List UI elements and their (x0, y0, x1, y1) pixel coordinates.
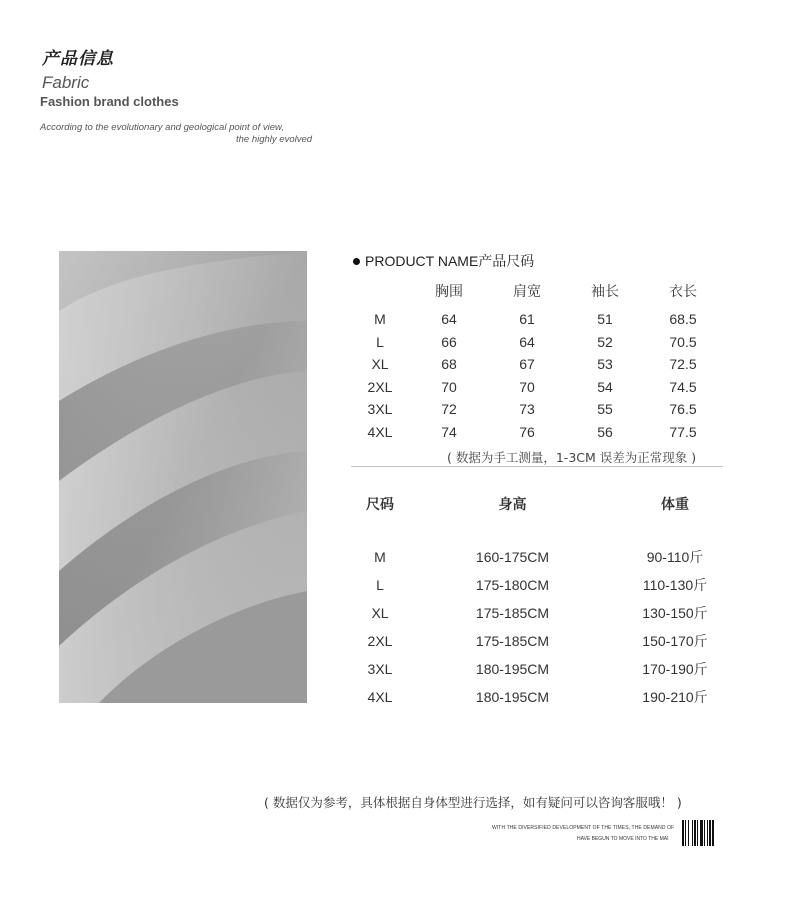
header-cell: 体重 (661, 497, 689, 513)
section-title: 产品信息 (42, 49, 114, 69)
value-cell: 55 (597, 401, 613, 418)
table-row (350, 376, 730, 399)
height-cell: 160-175CM (475, 549, 550, 565)
barcode-bar (692, 820, 693, 846)
fit-table-header (350, 491, 750, 517)
weight-cell: 150-170斤 (642, 633, 708, 649)
measurement-note: ( 数据为手工测量，1-3CM 误差为正常现象 ) (447, 450, 697, 465)
weight-cell: 110-130斤 (642, 577, 708, 593)
value-cell: 66 (441, 333, 457, 350)
barcode-bar (712, 820, 714, 846)
barcode-bar (697, 820, 698, 846)
value-cell: 70 (441, 378, 457, 395)
value-cell: 77.5 (669, 423, 697, 440)
weight-cell: 190-210斤 (642, 689, 708, 705)
barcode-bar (694, 820, 696, 846)
value-cell: 72.5 (669, 356, 697, 373)
size-cell: 3XL (367, 661, 393, 677)
table-row (350, 543, 750, 571)
barcode-bar (704, 820, 705, 846)
size-cell: XL (371, 605, 389, 621)
size-cell: 2XL (367, 378, 393, 395)
size-cell: M (374, 549, 386, 565)
table-row (350, 683, 750, 711)
height-cell: 175-185CM (475, 605, 550, 621)
header-cell: 尺码 (366, 497, 394, 513)
height-cell: 175-180CM (475, 577, 550, 593)
fit-table (350, 491, 750, 711)
value-cell: 74 (441, 423, 457, 440)
value-cell: 51 (597, 311, 613, 328)
table-row (350, 398, 730, 421)
size-cell: XL (371, 356, 389, 373)
weight-cell: 90-110斤 (646, 549, 704, 565)
value-cell: 76 (519, 423, 535, 440)
value-cell: 72 (441, 401, 457, 418)
barcode-bar (688, 820, 689, 846)
fabric-heading: Fabric (42, 73, 90, 92)
value-cell: 68 (441, 356, 457, 373)
value-cell: 68.5 (669, 311, 697, 328)
size-cell: 2XL (367, 633, 393, 649)
height-cell: 180-195CM (475, 689, 550, 705)
value-cell: 70.5 (669, 333, 697, 350)
value-cell: 64 (519, 333, 535, 350)
tagline-line-2: the highly evolved (236, 134, 313, 145)
value-cell: 56 (597, 423, 613, 440)
barcode-bar (707, 820, 708, 846)
table-row (350, 308, 730, 331)
value-cell: 53 (597, 356, 613, 373)
fine-print-2: HAVE BEGUN TO MOVE INTO THE MAI (577, 836, 669, 842)
weight-cell: 130-150斤 (642, 605, 708, 621)
size-cell: 4XL (367, 423, 393, 440)
divider (351, 466, 723, 467)
value-cell: 74.5 (669, 378, 697, 395)
height-cell: 175-185CM (475, 633, 550, 649)
table-row (350, 331, 730, 354)
table-row (350, 599, 750, 627)
value-cell: 76.5 (669, 401, 697, 418)
table-row (350, 571, 750, 599)
value-cell: 70 (519, 378, 535, 395)
header-cell: 肩宽 (513, 284, 541, 300)
size-table-title-text: PRODUCT NAME产品尺码 (365, 253, 535, 269)
barcode-bar (685, 820, 686, 846)
height-cell: 180-195CM (475, 661, 550, 677)
barcode-bar (709, 820, 711, 846)
value-cell: 61 (519, 311, 535, 328)
table-row (350, 421, 730, 444)
size-cell: L (376, 577, 384, 593)
table-row (350, 655, 750, 683)
header-cell: 身高 (498, 497, 527, 513)
size-cell: 3XL (367, 401, 393, 418)
footer-disclaimer: ( 数据仅为参考，具体根据自身体型进行选择，如有疑问可以咨询客服哦！ ) (264, 795, 682, 810)
value-cell: 67 (519, 356, 535, 373)
table-row (350, 353, 730, 376)
size-table-title (353, 251, 534, 271)
value-cell: 73 (519, 401, 535, 418)
brand-subtitle: Fashion brand clothes (40, 94, 179, 109)
barcode-bar (682, 820, 684, 846)
value-cell: 52 (597, 333, 613, 350)
fabric-photo (59, 251, 307, 703)
barcode-icon (682, 820, 734, 846)
value-cell: 64 (441, 311, 457, 328)
table-row (350, 627, 750, 655)
size-cell: L (376, 333, 384, 350)
value-cell: 54 (597, 378, 613, 395)
fabric-texture (59, 251, 307, 703)
size-table-header (350, 278, 730, 304)
bullet-icon (353, 258, 360, 265)
header-cell: 衣长 (669, 284, 697, 300)
header-cell: 胸围 (435, 284, 463, 300)
weight-cell: 170-190斤 (642, 661, 708, 677)
size-cell: M (374, 311, 386, 328)
tagline-line-1: According to the evolutionary and geological point of view, (40, 122, 284, 133)
header-cell: 袖长 (591, 284, 619, 300)
barcode-bar (700, 820, 703, 846)
size-cell: 4XL (367, 689, 393, 705)
size-table (350, 278, 730, 443)
fine-print-1: WITH THE DIVERSIFIED DEVELOPMENT OF THE TIMES, THE DEMAND OF (492, 825, 675, 831)
